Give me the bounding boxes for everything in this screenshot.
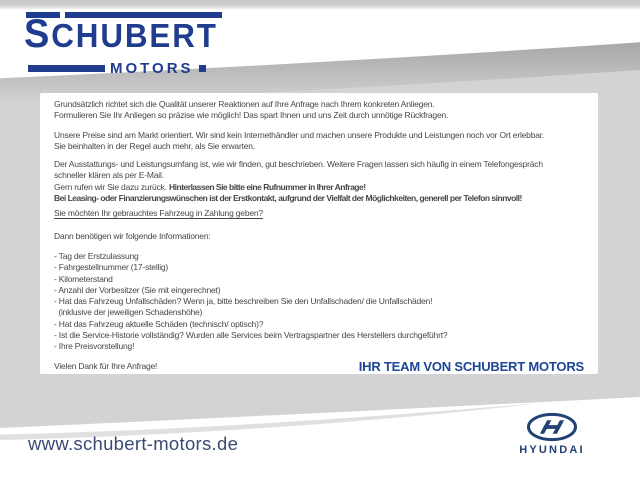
schubert-logo [24, 12, 222, 76]
list-item: - Ihre Preisvorstellung! [54, 341, 135, 352]
list-item: - Ist die Service-Historie vollständig? Wurden alle Services beim Vertragspartner des Herstellers durchgeführt? [54, 330, 448, 341]
list-item: - Anzahl der Vorbesitzer (Sie mit eingerechnet) [54, 284, 221, 295]
list-item: - Kilometerstand [54, 273, 113, 284]
text-line: Grundsätzlich richtet sich die Qualität unserer Reaktionen auf Ihre Anfrage nach Ihrem konkreten Anliegen. [54, 99, 435, 109]
list-item: - Hat das Fahrzeug Unfallschäden? Wenn ja, bitte beschreiben Sie den Unfallschaden/ die Unfallschäden! [54, 296, 433, 307]
text-line: Unsere Preise sind am Markt orientiert. Wir sind kein Internethändler und machen unsere Produkte und Leistungen noch vor Ort erlebbar. [54, 129, 545, 140]
text-line-mixed [54, 182, 584, 193]
text-line: Formulieren Sie Ihr Anliegen so präzise wie möglich! Das spart Ihnen und uns Zeit durch unnötige Rückfragen. [54, 110, 449, 121]
hyundai-wordmark: HYUNDAI [519, 444, 585, 456]
list-item: - Tag der Erstzulassung [54, 250, 139, 261]
thanks-note: Vielen Dank für Ihre Anfrage! [54, 360, 158, 371]
hyundai-oval-icon [525, 412, 579, 443]
hyundai-logo [505, 412, 599, 456]
logo-motors-row [28, 61, 222, 76]
paragraph-contact [54, 159, 584, 204]
list-item: - Hat das Fahrzeug aktuelle Schäden (technisch/ optisch)? [54, 318, 264, 329]
leasing-bold-text: Bei Leasing- oder Finanzierungswünschen ist der Erstkontakt, aufgrund der Vielfalt der Möglichkeiten, generell per Telefon sinnvoll! [54, 193, 522, 204]
paragraph-quality [54, 99, 584, 122]
list-item: - Fahrgestellnummer (17-stellig) [54, 262, 169, 273]
text-line: Der Ausstattungs- und Leistungsumfang ist, wie wir finden, gut beschrieben. Weitere Fragen lassen sich häufig in einem Telefongespräch [54, 159, 543, 170]
content-panel [40, 93, 598, 374]
info-intro: Dann benötigen wir folgende Informationen: [54, 230, 211, 241]
logo-bar-motors [28, 65, 105, 72]
info-list [54, 251, 584, 353]
logo-name-rest: CHUBERT [51, 17, 218, 54]
logo-subname: MOTORS [110, 60, 194, 77]
paragraph-prices [54, 130, 584, 153]
panel-bottom-row [54, 360, 584, 373]
text-line: Sie beinhalten in der Regel auch mehr, als Sie erwarten. [54, 140, 255, 151]
website-url: www.schubert-motors.de [28, 433, 239, 454]
text-line: schneller klären als per E-Mail. [54, 170, 164, 181]
logo-wordmark [24, 12, 218, 57]
callback-text: Gern rufen wir Sie dazu zurück. [54, 181, 170, 192]
logo-square-mark [199, 65, 206, 72]
list-item: (inklusive der jeweiligen Schadenshöhe) [54, 307, 203, 318]
team-signature: IHR TEAM VON SCHUBERT MOTORS [358, 358, 584, 374]
logo-initial-letter: S [24, 12, 52, 56]
callback-bold-text: Hinterlassen Sie bitte eine Rufnummer in Ihrer Anfrage! [169, 181, 366, 192]
trade-in-question: Sie möchten Ihr gebrauchtes Fahrzeug in Zahlung geben? [54, 208, 263, 219]
